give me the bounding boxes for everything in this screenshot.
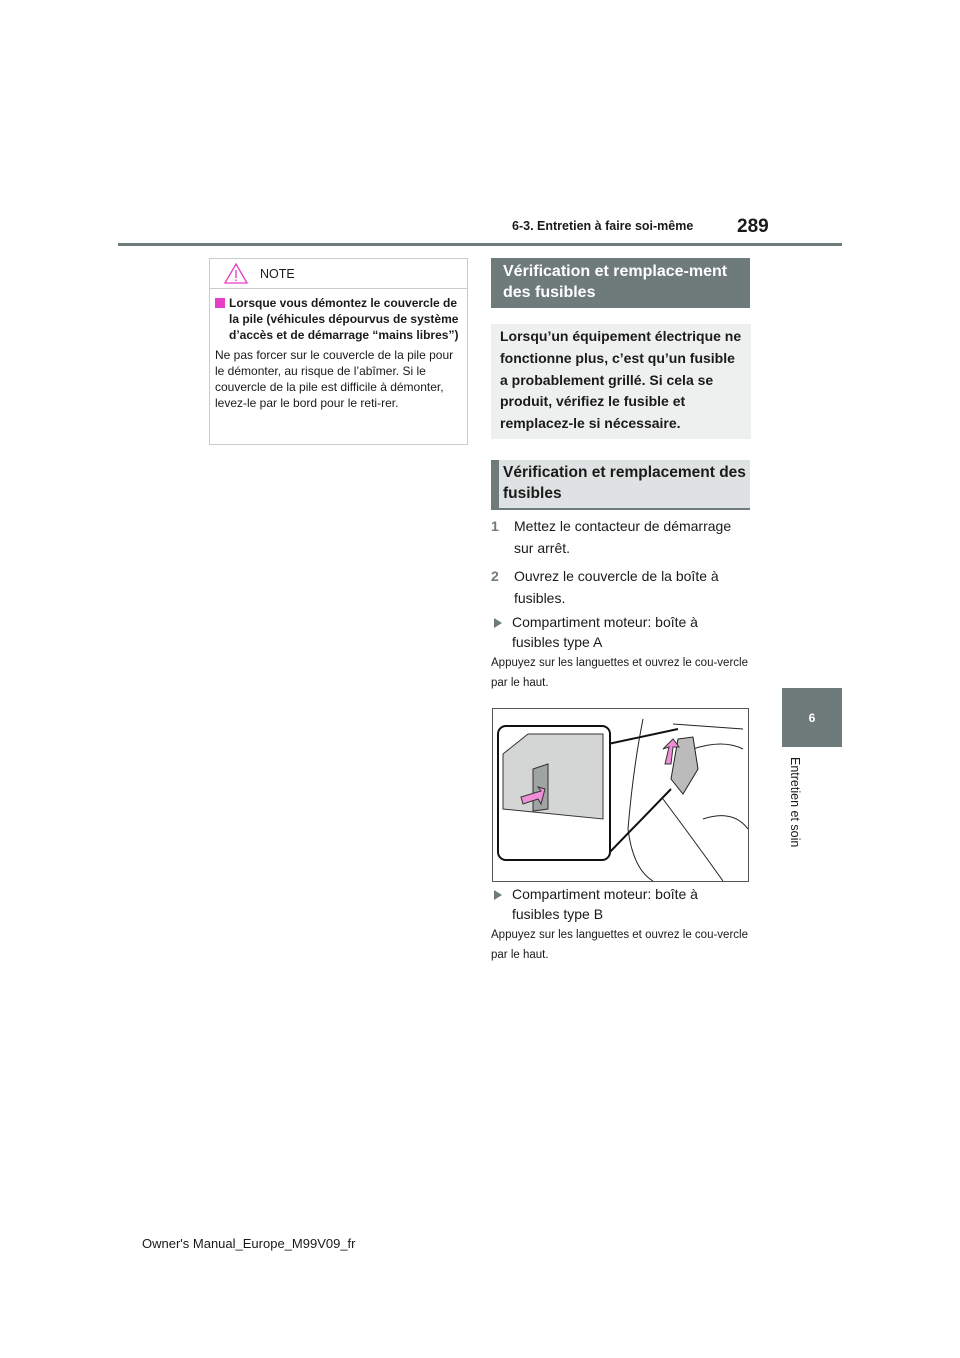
- note-body: Ne pas forcer sur le couvercle de la pile pour le démonter, au risque de l’abîmer. Si le couvercle de la pile est difficile à démonter, levez-le par le bord pour le reti-rer.: [215, 348, 454, 410]
- footer-text: Owner's Manual_Europe_M99V09_fr: [142, 1236, 356, 1251]
- header-divider: [118, 243, 842, 246]
- item-description: Appuyez sur les languettes et ouvrez le cou-vercle par le haut.: [491, 929, 748, 961]
- step-2: [491, 565, 751, 609]
- section-header: 6-3. Entretien à faire soi-même: [512, 219, 694, 233]
- chapter-label: Entretien et soin: [788, 757, 802, 848]
- subsection-title: Vérification et remplacement des fusibles: [491, 460, 750, 510]
- note-box: [209, 258, 468, 445]
- item-label: Compartiment moteur: boîte à fusibles type A: [512, 614, 698, 650]
- item-label: Compartiment moteur: boîte à fusibles type B: [512, 886, 698, 922]
- note-subheading-row: [215, 295, 462, 343]
- item-description: Appuyez sur les languettes et ouvrez le cou-vercle par le haut.: [491, 657, 748, 689]
- step-text: Ouvrez le couvercle de la boîte à fusibles.: [514, 568, 719, 606]
- chapter-tab: 6: [782, 688, 842, 747]
- section-title: Vérification et remplace-ment des fusibles: [491, 258, 750, 308]
- note-header: [210, 259, 467, 289]
- intro-box: Lorsqu’un équipement électrique ne fonctionne plus, c’est qu’un fusible a probablement grillé. Si cela se produit, vérifiez le fusible et remplacez-le si nécessaire.: [491, 324, 751, 439]
- note-subheading: Lorsque vous démontez le couvercle de la pile (véhicules dépourvus de système d’accès et de démarrage “mains libres”): [229, 296, 459, 342]
- pink-square-icon: [215, 298, 225, 308]
- fuse-box-illustration: [492, 708, 749, 882]
- item-type-b: [491, 885, 751, 924]
- note-title: NOTE: [260, 266, 295, 281]
- step-number: 1: [491, 518, 499, 534]
- item-type-a: [491, 613, 751, 652]
- step-text: Mettez le contacteur de démarrage sur arrêt.: [514, 518, 732, 556]
- triangle-bullet-icon: [494, 890, 502, 900]
- step-1: [491, 515, 751, 559]
- triangle-bullet-icon: [494, 618, 502, 628]
- page-number: 289: [737, 216, 769, 237]
- warning-icon: [224, 263, 248, 284]
- step-number: 2: [491, 568, 499, 584]
